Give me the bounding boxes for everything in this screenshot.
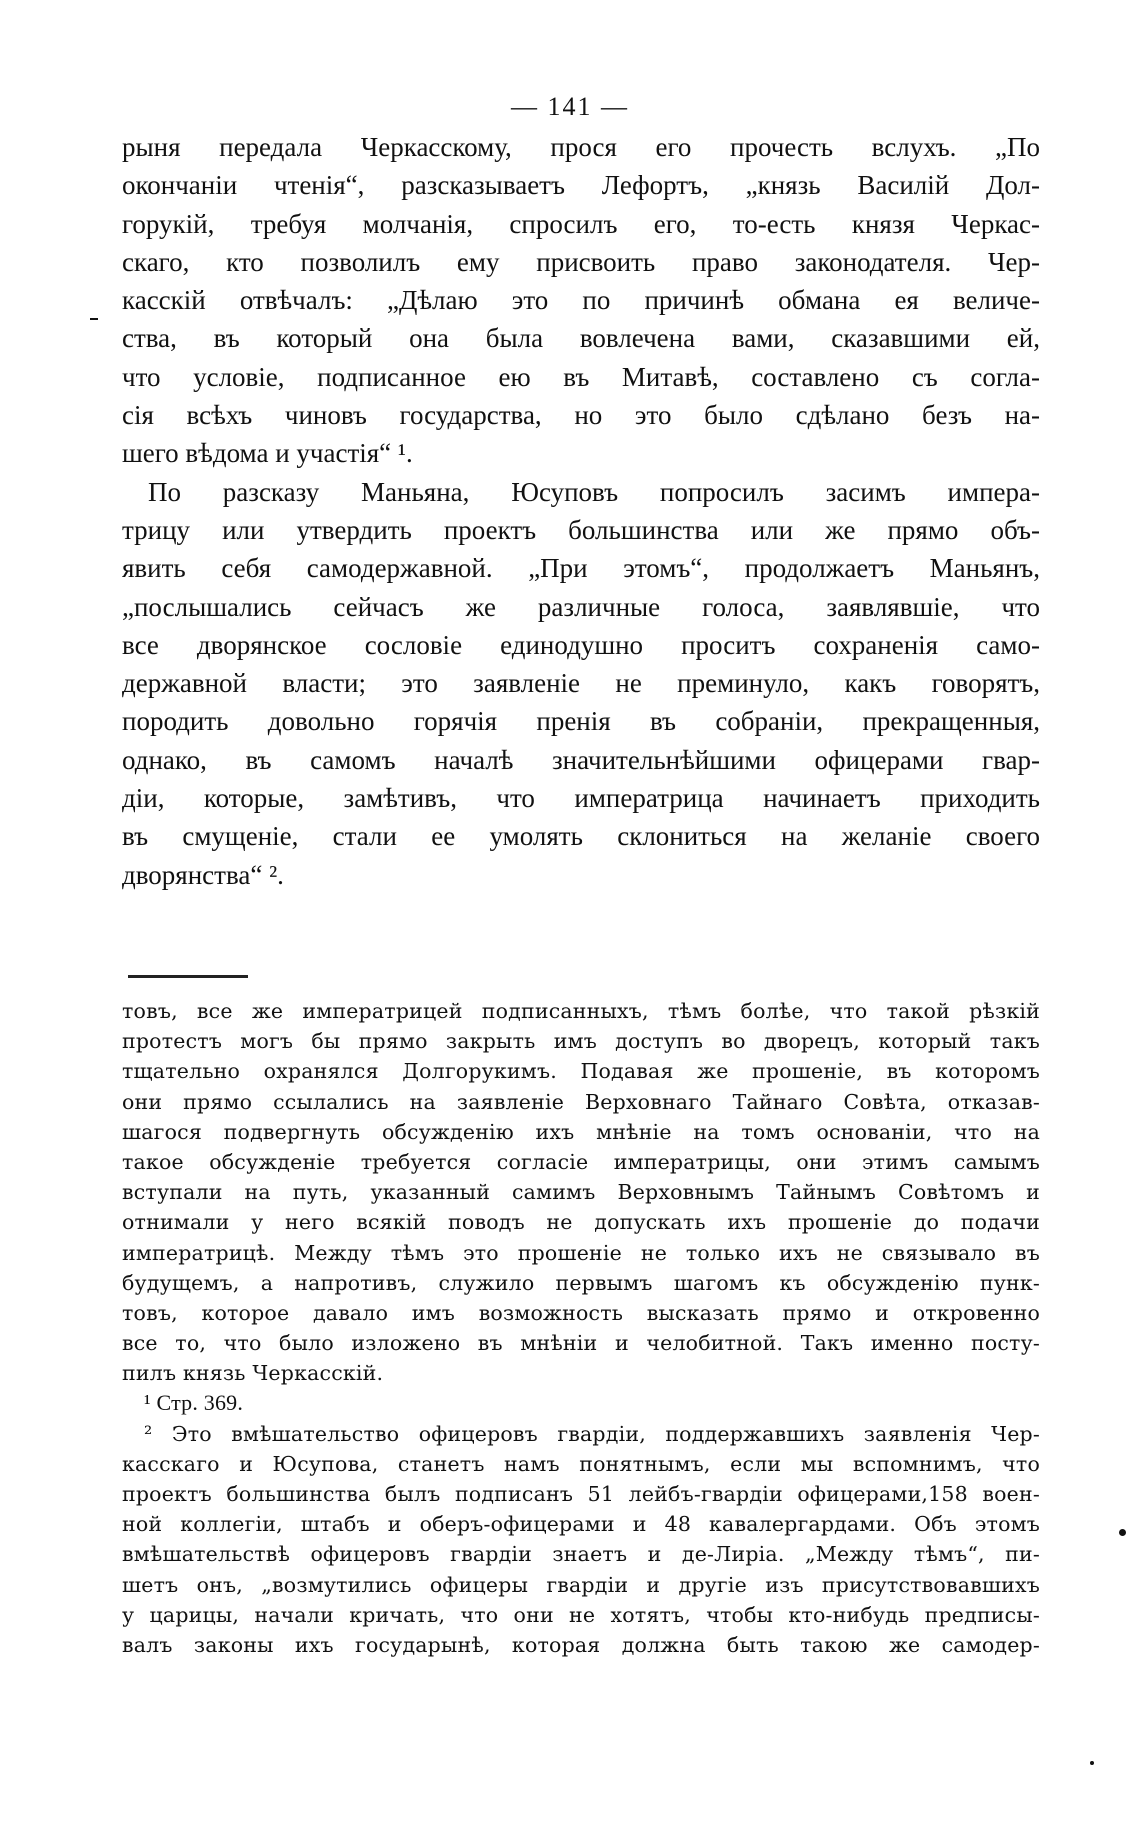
footnotes [122, 996, 1040, 1660]
text-line: горукій, требуя молчанія, спросилъ его, то-есть князя Черкас- [122, 208, 1040, 239]
footnote-line: все то, что было изложено въ мнѣніи и челобитной. Такъ именно посту- [122, 1331, 1040, 1356]
ink-spot [1090, 1761, 1094, 1765]
text-line: касскій отвѣчалъ: „Дѣлаю это по причинѣ обмана ея величе- [122, 285, 1040, 316]
footnote-line: пилъ князь Черкасскій. [122, 1361, 384, 1386]
footnote-line: тщательно охранялся Долгорукимъ. Подавая же прошеніе, въ которомъ [122, 1059, 1040, 1084]
footnote-line: отнимали у него всякій поводъ не допускать ихъ прошеніе до подачи [122, 1210, 1040, 1235]
text-line: однако, въ самомъ началѣ значительнѣйшими офицерами гвар- [122, 744, 1040, 775]
footnote-2-line: проектъ большинства былъ подписанъ 51 лейбъ-гвардіи офицерами,158 воен- [122, 1482, 1040, 1506]
footnote-line: протестъ могъ бы прямо закрыть имъ доступъ во дворецъ, который такъ [122, 1029, 1040, 1054]
footnote-2-line: у царицы, начали кричать, что они не хотятъ, чтобы кто-нибудь предписы- [122, 1602, 1040, 1627]
text-line: что условіе, подписанное ею въ Митавѣ, составлено съ согла- [122, 361, 1040, 392]
text-line: въ смущеніе, стали ее умолять склониться на желаніе своего [122, 821, 1040, 852]
footnote-line: такое обсужденіе требуется согласіе императрицы, они этимъ самымъ [122, 1149, 1040, 1174]
text-line: шего вѣдома и участія“ ¹. [122, 438, 413, 469]
footnote-line: товъ, все же императрицей подписанныхъ, тѣмъ болѣе, что такой рѣзкій [122, 999, 1040, 1023]
footnote-line: императрицѣ. Между тѣмъ это прошеніе не только ихъ не связывало въ [122, 1240, 1040, 1265]
text-line: явить себя самодержавной. „При этомъ“, продолжаетъ Маньянъ, [122, 553, 1040, 584]
footnote-2-line: ² Это вмѣшательство офицеровъ гвардіи, поддержавшихъ заявленія Чер- [144, 1421, 1040, 1446]
footnote-2-line: шетъ онъ, „возмутились офицеры гвардіи и другіе изъ присутствовавшихъ [122, 1572, 1040, 1597]
footnote-line: товъ, которое давало имъ возможность высказать прямо и откровенно [122, 1300, 1040, 1325]
footnote-line: шагося подвергнуть обсужденію ихъ мнѣніе на томъ основаніи, что на [122, 1119, 1040, 1144]
text-line: дворянства“ ². [122, 859, 284, 890]
ink-spot [1119, 1529, 1126, 1536]
text-line: рыня передала Черкасскому, прося его прочесть вслухъ. „По [122, 132, 1040, 162]
text-line: окончаніи чтенія“, разсказываетъ Лефортъ, „князь Василій Дол- [122, 170, 1040, 201]
text-line: трицу или утвердить проектъ большинства или же прямо объ- [122, 514, 1040, 545]
text-line: породить довольно горячія пренія въ собраніи, прекращенныя, [122, 706, 1040, 737]
text-line: сія всѣхъ чиновъ государства, но это было сдѣлано безъ на- [122, 400, 1040, 431]
paragraph-start-line: По разсказу Маньяна, Юсуповъ попросилъ засимъ импера- [148, 476, 1040, 507]
text-line: ства, въ который она была вовлечена вами, сказавшими ей, [122, 323, 1040, 354]
text-line: державной власти; это заявленіе не преминуло, какъ говорятъ, [122, 668, 1040, 699]
margin-mark [90, 318, 98, 320]
text-line: все дворянское сословіе единодушно проситъ сохраненія само- [122, 629, 1040, 660]
footnote-2-line: вмѣшательствѣ офицеровъ гвардіи знаетъ и де-Лиріа. „Между тѣмъ“, пи- [122, 1542, 1040, 1567]
footnote-line: вступали на путь, указанный самимъ Верховнымъ Тайнымъ Совѣтомъ и [122, 1180, 1040, 1205]
text-line: скаго, кто позволилъ ему присвоить право законодателя. Чер- [122, 246, 1040, 277]
main-text [122, 128, 1040, 894]
text-line: „послышались сейчасъ же различные голоса, заявлявшіе, что [122, 591, 1040, 622]
footnote-line: они прямо ссылались на заявленіе Верховнаго Тайнаго Совѣта, отказав- [122, 1089, 1040, 1114]
footnote-2-line: ной коллегіи, штабъ и оберъ-офицерами и 48 кавалергардами. Объ этомъ [122, 1512, 1040, 1537]
footnote-1: ¹ Стр. 369. [144, 1390, 244, 1416]
footnote-line: будущемъ, а напротивъ, служило первымъ шагомъ къ обсужденію пунк- [122, 1270, 1040, 1295]
page-number: — 141 — [511, 92, 629, 121]
text-line: діи, которые, замѣтивъ, что императрица начинаетъ приходить [122, 783, 1040, 814]
footnote-separator [128, 975, 248, 978]
footnote-2-line: валъ законы ихъ государынѣ, которая должна быть такою же самодер- [122, 1632, 1040, 1657]
footnote-2-line: касскаго и Юсупова, станетъ намъ понятнымъ, если мы вспомнимъ, что [122, 1451, 1040, 1476]
